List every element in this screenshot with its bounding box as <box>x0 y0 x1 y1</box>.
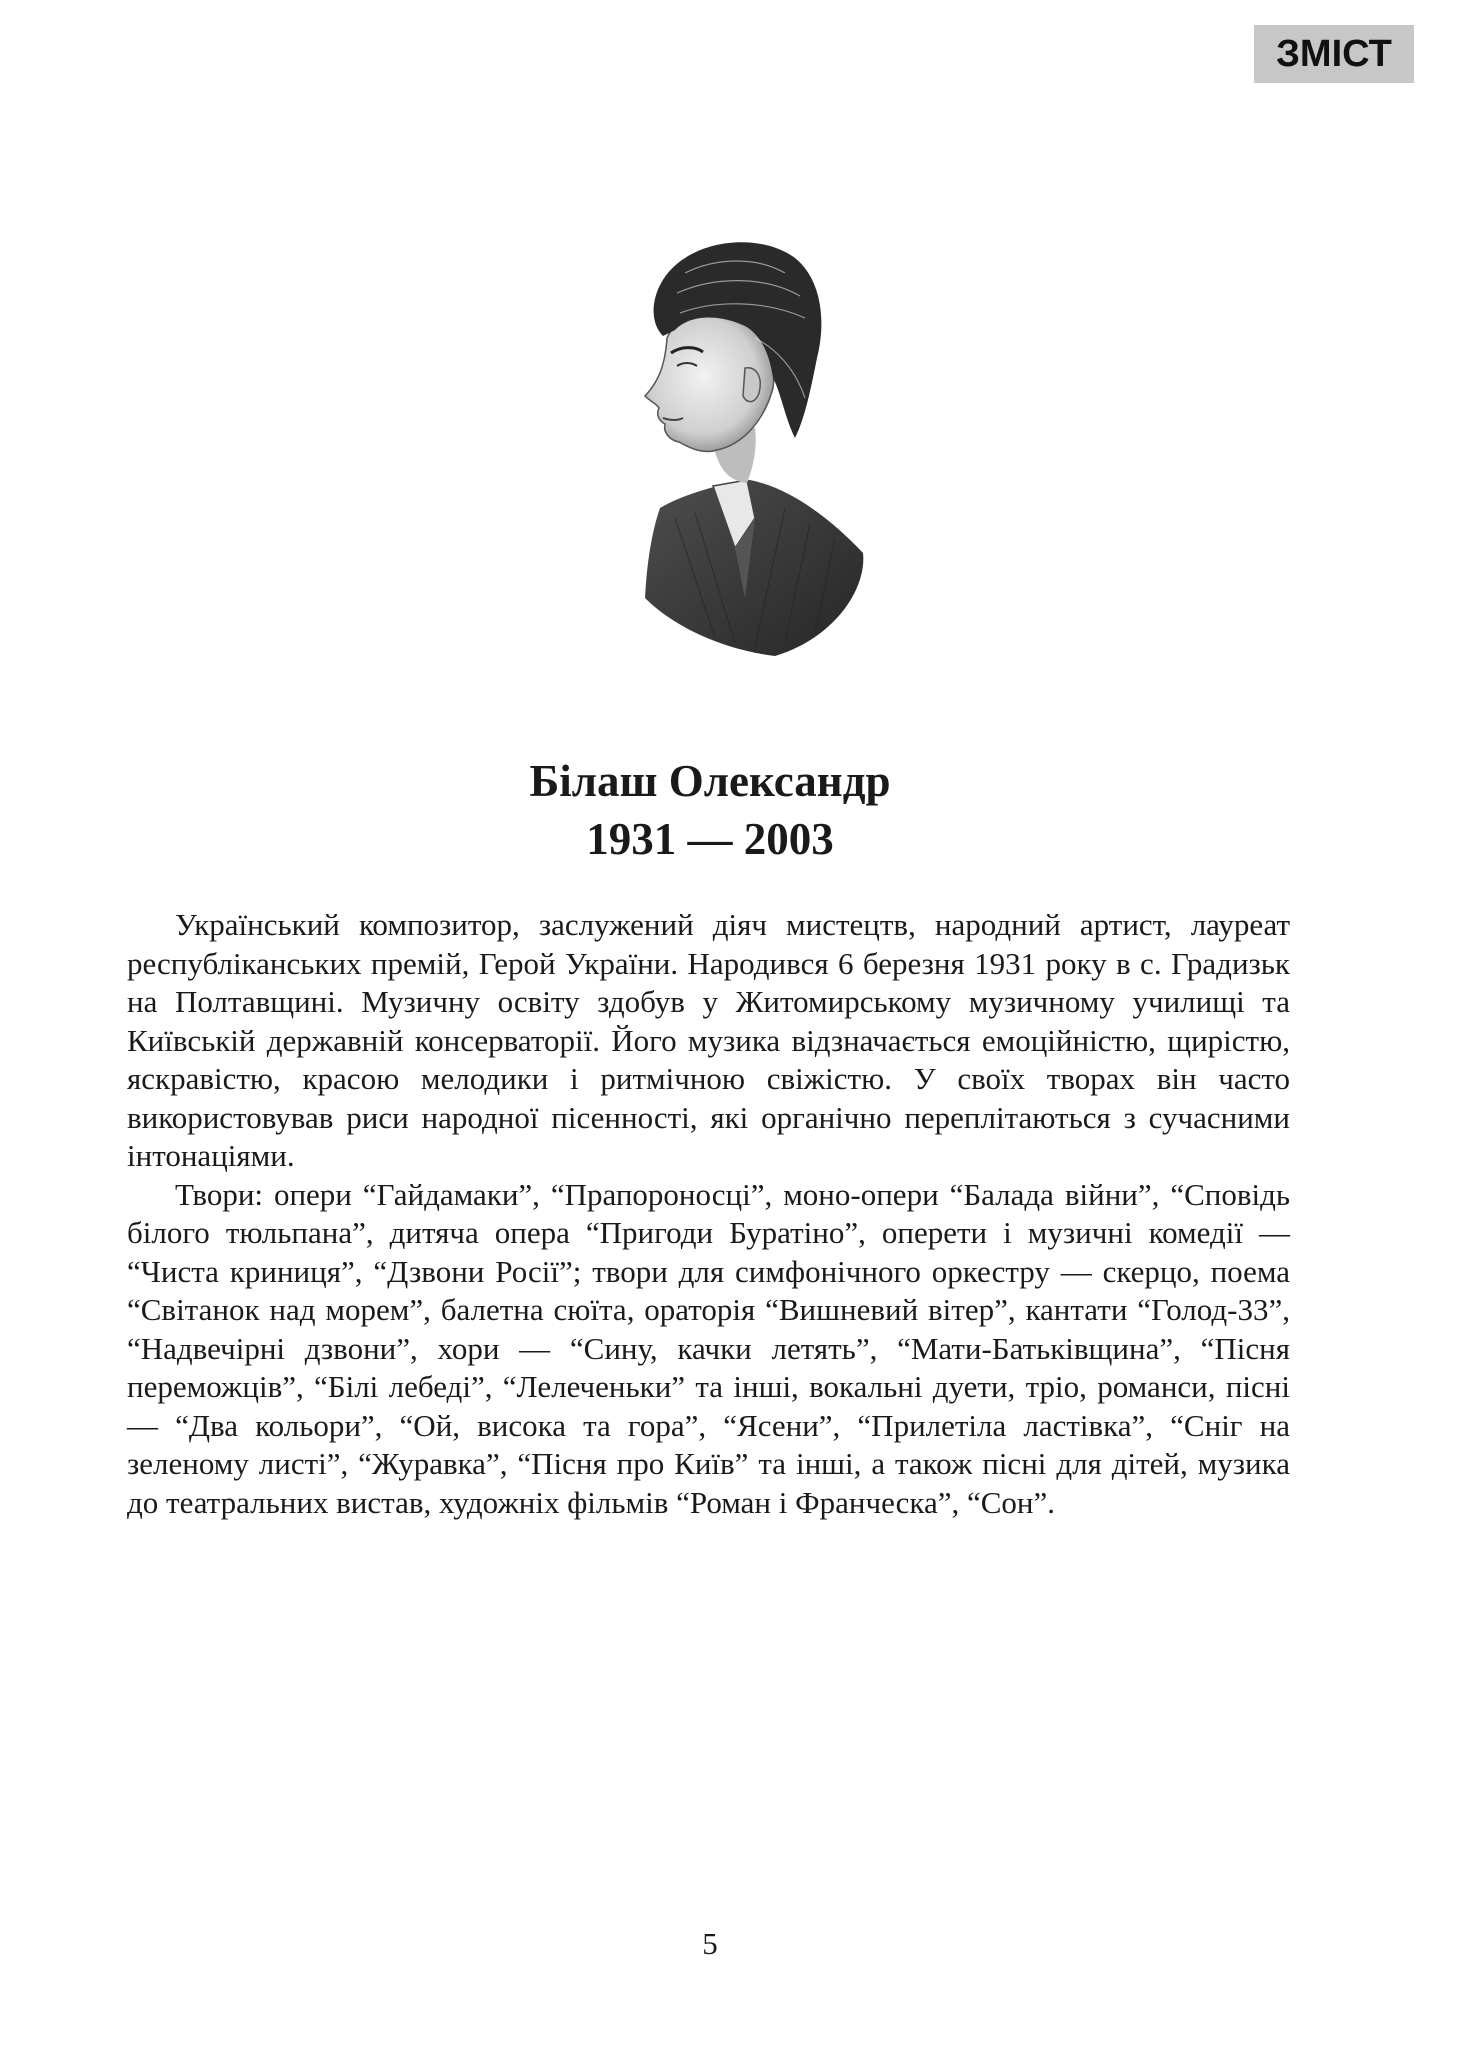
composer-name: Білаш Олександр <box>529 756 891 806</box>
biography-paragraph: Український композитор, заслужений діяч мистецтв, народний артист, лауреат республіканських премій, Герой України. Народився 6 березня 1931 року в с. Градизьк на Полтавщині. Музичну освіту здобув у Житомирському музичному училищі та Київській державній консерваторії. Його музика відзначається емоційністю, щирістю, яскравістю, красою мелодики і ритмічною свіжістю. У своїх творах він часто використовував риси народної пісенності, які органічно переплітаються з сучасними інтонаціями. <box>127 907 1290 1173</box>
page-number: 5 <box>702 1926 718 1961</box>
biography-heading <box>0 752 1420 868</box>
composer-years: 1931 — 2003 <box>586 814 834 864</box>
toc-button[interactable] <box>1254 25 1414 83</box>
biography-text <box>127 906 1290 1522</box>
composer-portrait <box>605 218 885 658</box>
toc-button-label: ЗМІСТ <box>1276 32 1392 75</box>
composer-portrait-drawing-icon <box>605 218 885 658</box>
works-paragraph: Твори: опери “Гайдамаки”, “Прапороносці”, моно-опери “Балада війни”, “Сповідь білого тюльпана”, дитяча опера “Пригоди Буратіно”, оперети і музичні комедії — “Чиста криниця”, “Дзвони Росії”; твори для симфонічного оркестру — скерцо, поема “Світанок над морем”, балетна сюїта, ораторія “Вишневий вітер”, кантати “Голод-33”, “Надвечірні дзвони”, хори — “Сину, качки летять”, “Мати-Батьківщина”, “Пісня переможців”, “Білі лебеді”, “Лелеченьки” та інші, вокальні дуети, тріо, романси, пісні — “Два кольори”, “Ой, висока та гора”, “Ясени”, “Прилетіла ластівка”, “Сніг на зеленому листі”, “Журавка”, “Пісня про Київ” та інші, а також пісні для дітей, музика до театральних вистав, художніх фільмів “Роман і Франческа”, “Сон”. <box>127 1176 1290 1520</box>
